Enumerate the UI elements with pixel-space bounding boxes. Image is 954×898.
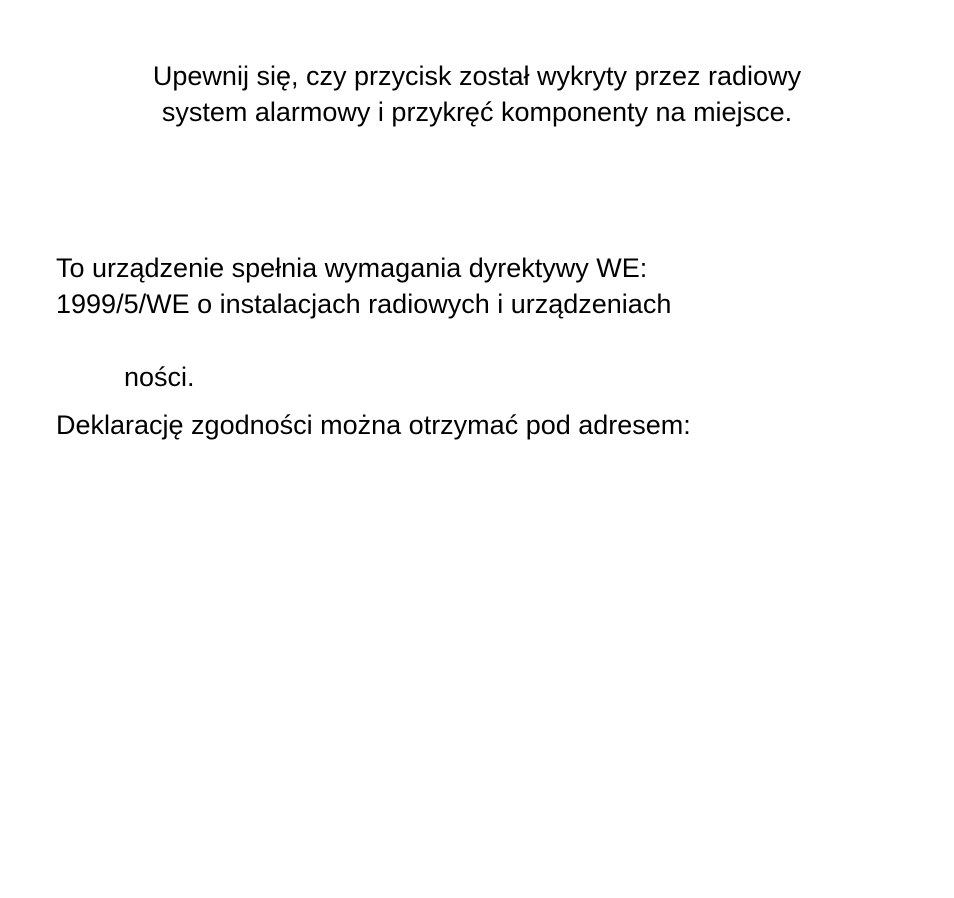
directive-line-2: 1999/5/WE o instalacjach radiowych i urządzeniach <box>56 289 672 319</box>
instruction-paragraph <box>60 58 894 130</box>
directive-paragraph <box>56 250 671 322</box>
instruction-line-1: Upewnij się, czy przycisk został wykryty przez radiowy <box>152 61 802 91</box>
instruction-line-2: system alarmowy i przykręć komponenty na miejsce. <box>161 97 793 127</box>
directive-line-1: To urządzenie spełnia wymagania dyrektywy WE: <box>56 253 648 283</box>
conformity-declaration-text: Deklarację zgodności można otrzymać pod adresem: <box>56 410 691 440</box>
directive-fragment: ności. <box>124 362 195 392</box>
